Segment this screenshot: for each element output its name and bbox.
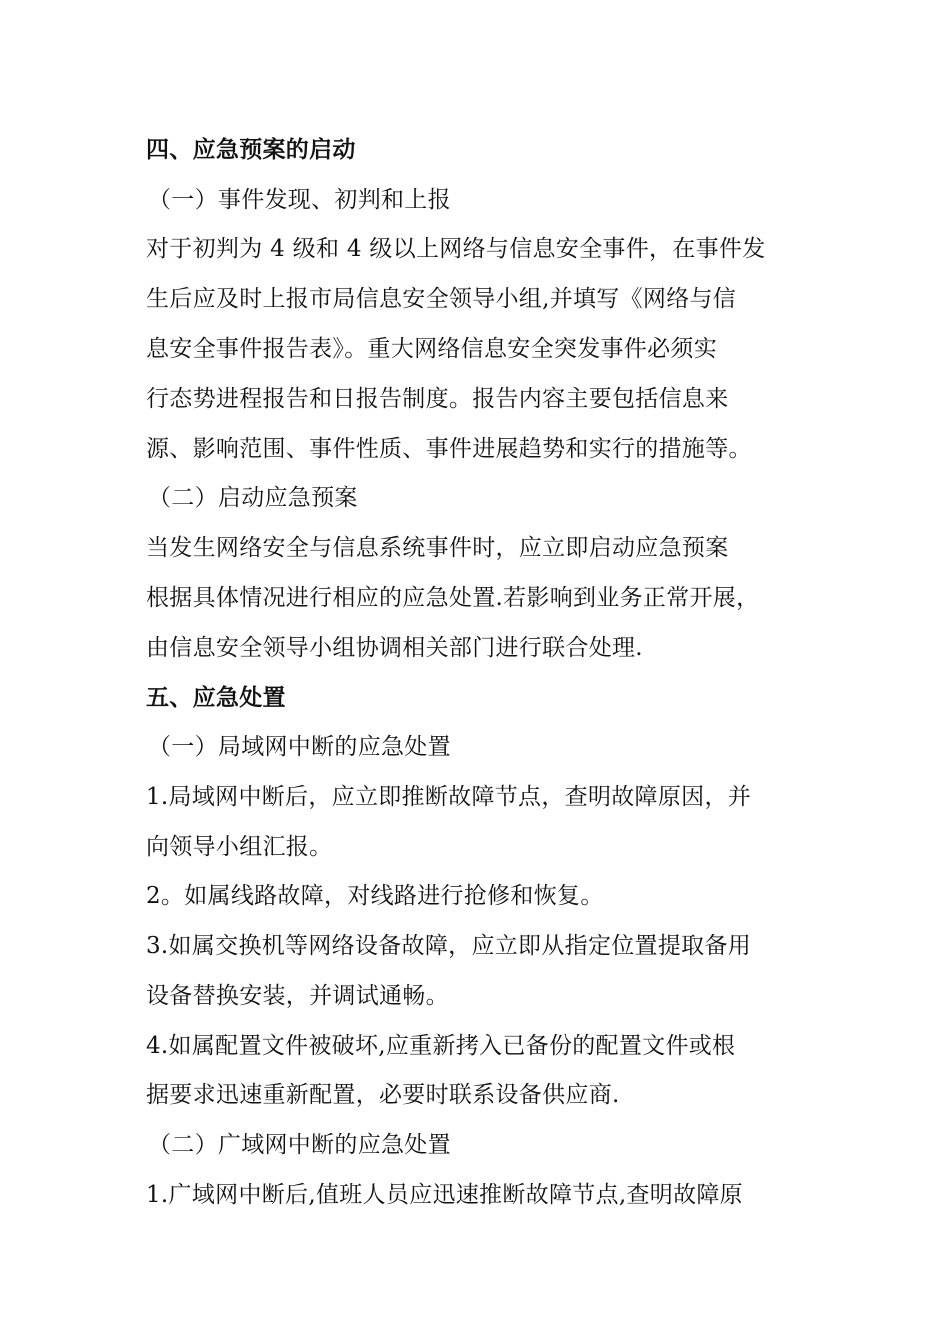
paragraph-line: 3.如属交换机等网络设备故障，应立即从指定位置提取备用 bbox=[146, 933, 752, 959]
paragraph-line: 1.局域网中断后，应立即推断故障节点，查明故障原因，并 bbox=[146, 784, 752, 810]
subsection-heading: （二）启动应急预案 bbox=[148, 485, 358, 511]
paragraph-line: 根据具体情况进行相应的应急处置.若影响到业务正常开展， bbox=[146, 585, 760, 611]
paragraph-line: 1.广域网中断后,值班人员应迅速推断故障节点,查明故障原 bbox=[146, 1182, 743, 1208]
paragraph-line: 当发生网络安全与信息系统事件时，应立即启动应急预案 bbox=[146, 535, 729, 561]
paragraph-line: 行态势进程报告和日报告制度。报告内容主要包括信息来 bbox=[146, 386, 729, 412]
paragraph-line: 息安全事件报告表》。重大网络信息安全突发事件必须实 bbox=[146, 336, 717, 362]
paragraph-line: 据要求迅速重新配置，必要时联系设备供应商. bbox=[146, 1082, 620, 1108]
subsection-heading: （一）事件发现、初判和上报 bbox=[148, 187, 451, 213]
paragraph-line: 2。如属线路故障，对线路进行抢修和恢复。 bbox=[146, 883, 604, 909]
paragraph-line: 生后应及时上报市局信息安全领导小组,并填写《网络与信 bbox=[146, 286, 737, 312]
paragraph-line: 对于初判为 4 级和 4 级以上网络与信息安全事件，在事件发 bbox=[146, 236, 766, 262]
paragraph-line: 设备替换安装，并调试通畅。 bbox=[146, 983, 449, 1009]
subsection-heading: （二）广域网中断的应急处置 bbox=[148, 1132, 451, 1158]
paragraph-line: 由信息安全领导小组协调相关部门进行联合处理. bbox=[146, 635, 643, 661]
paragraph-line: 4.如属配置文件被破坏,应重新拷入已备份的配置文件或根 bbox=[146, 1033, 736, 1059]
subsection-heading: （一）局域网中断的应急处置 bbox=[148, 734, 451, 760]
paragraph-line: 向领导小组汇报。 bbox=[146, 834, 333, 860]
section-heading-4: 四、应急预案的启动 bbox=[146, 137, 356, 163]
section-heading-5: 五、应急处置 bbox=[146, 685, 286, 711]
paragraph-line: 源、影响范围、事件性质、事件进展趋势和实行的措施等。 bbox=[146, 436, 752, 462]
